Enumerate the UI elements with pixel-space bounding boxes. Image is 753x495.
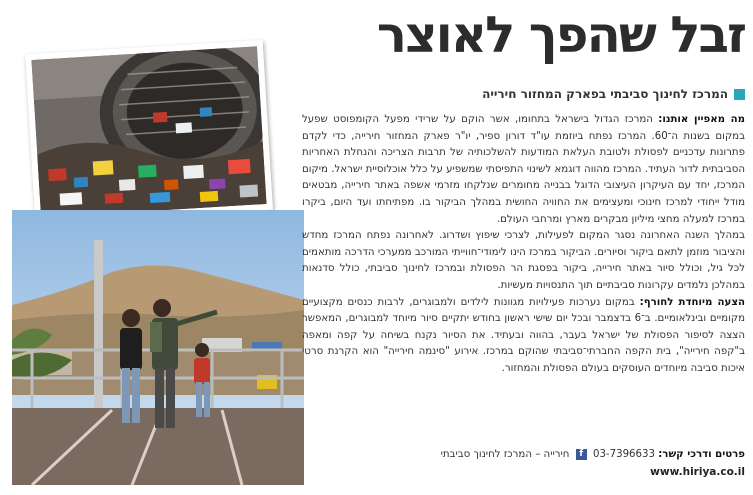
visitors-photo [12, 210, 304, 485]
paragraph-about [302, 112, 745, 228]
paragraph-label: הצעה מיוחדת לחורף: [639, 296, 745, 308]
contact-line [315, 447, 745, 464]
paragraph-label: מה מאפיין אותנו: [658, 114, 746, 125]
paragraph-text: המרכז הגדול בישראל בתחומו, אשר הוקם על שרידי מפעל הקומפוסט שפעל במקום בשנות ה־60. המרכז נפתח ביוזמת עו"ד דורון ספיר, יו"ר פארק המחזור חירייה, כדי לקדם פתרונות עדכניים לפסולת ולטובת העלאת המודעות להשלכותיה של תרבות הצריכה והנחלת האחריות הסביבתית לדור העתיד. המרכז מהווה דוגמא לשינוי התפיסתי שמשפיע על כלל אוכלוסיית ישראל. מיקום המרכז, יחד עם העיקרון העיצובי הדוגל בבנייה מחומרים שנלקחו מזרמי אשפה באתר חירייה, מבטאים מודל ייחודי למרכז חינוכי ומעצימים את החוויה החושית במהלך הביקור בו. מפתיחתו ועד היום, ביקרו במרכז למעלה מחצי מיליון מבקרים מארץ ומרחבי העולם. [302, 114, 745, 225]
subhead: המרכז לחינוך סביבתי בפארק המחזור חירייה [482, 87, 728, 101]
drum-photo [25, 40, 273, 224]
article-body [302, 112, 745, 378]
paragraph-text: במהלך השנה האחרונה נסגר המקום לפעילות, לצרכי שיפוץ ושדרוג. לאחרונה נפתח המרכז מחדש והציבור מוזמן לתאם ביקור וסיורים. הביקור במרכז הינו לימודי־חווייתי המורכב ממערכי הדרכה מותאמים לכל גיל, וכולל סיור באתר חירייה, ביקור בפסגת הר הפסולת ובמרכז לחינוך סביבתי, כולל סדנאות במהלכן נלמדים עקרונות סביבתיים תוך התנסויות מעשיות. [302, 230, 745, 291]
website-link[interactable]: www.hiriya.co.il [650, 466, 745, 478]
visitors-photo-image [12, 210, 304, 485]
drum-photo-image [31, 46, 266, 218]
contact-label: פרטים ודרכי קשר: [658, 449, 745, 460]
contact-phone[interactable]: 03-7396633 [592, 449, 655, 460]
paragraph-visit [302, 228, 745, 294]
square-bullet-icon [734, 89, 745, 100]
facebook-icon[interactable]: f [576, 449, 587, 460]
person-child [194, 343, 210, 417]
paragraph-winter-offer [302, 295, 745, 378]
contact-facebook-page[interactable]: חירייה – המרכז לחינוך סביבתי [440, 449, 570, 460]
paragraph-text: במקום נערכות פעילויות מגוונות לילדים ולמבוגרים, לרבות כנסים מקצועיים מקומיים ובינלאומיים. ב־6 בדצמבר ובכל יום שישי ראשון בחודש יתקיים סיור מיוחד למבוגרים, המאפשר הצצה לסיפור הפסולת של ישראל בעבר, בהווה ובעתיד. את הסיור נקנח בשיחה על קפה ומאפה ב"קפה חירייה", בית הקפה החברתי־סביבתי שהוקם במרכז. אירוע "סינמה חירייה" הוא הקרנת סרטי איכות סביבה מיוחדים העוסקים בעולם הפסולת והמחזור. [302, 296, 745, 374]
headline: זבל שהפך לאוצר [376, 6, 745, 64]
subhead-row [325, 85, 745, 103]
